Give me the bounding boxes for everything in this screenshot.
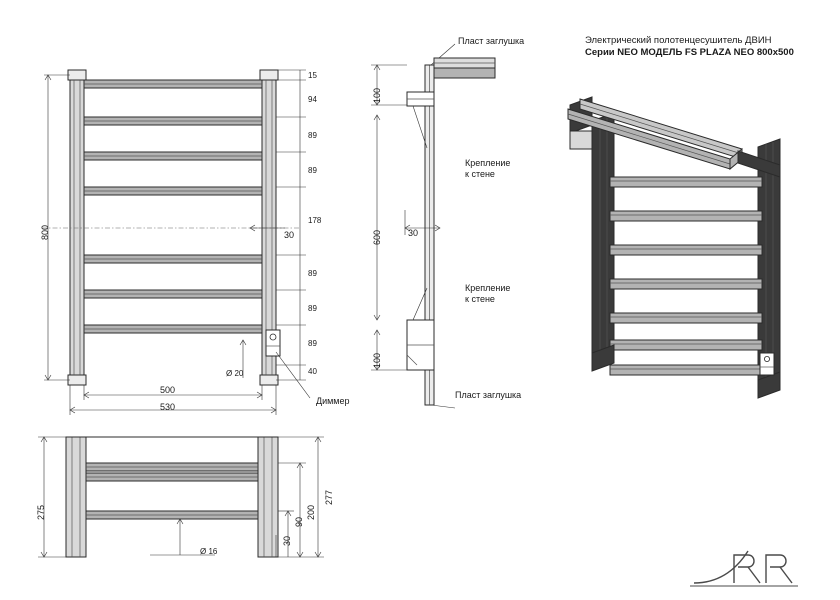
front-view-group (0, 0, 360, 430)
front-seg-89a: 89 (308, 131, 317, 140)
front-seg-15: 15 (308, 71, 317, 80)
front-dim-diameter: Ø 20 (226, 369, 244, 378)
side-bottom-cap-label: Пласт заглушка (455, 390, 522, 400)
top-dim-277: 277 (324, 489, 334, 505)
front-dim-30: 30 (284, 230, 295, 240)
drawing-title-line1: Электрический полотенцесушитель ДВИН (585, 35, 772, 46)
side-dim-100-top: 100 (372, 87, 382, 103)
side-dim-30: 30 (408, 228, 419, 238)
side-dim-600: 600 (372, 229, 382, 245)
top-dim-200: 200 (306, 504, 316, 520)
front-seg-40: 40 (308, 367, 317, 376)
top-dim-275: 275 (36, 504, 46, 520)
dimmer-label: Диммер (316, 396, 350, 406)
front-seg-89c: 89 (308, 269, 317, 278)
top-dim-30: 30 (282, 535, 292, 546)
manufacturer-logo (686, 545, 806, 591)
front-seg-89d: 89 (308, 304, 317, 313)
front-seg-89b: 89 (308, 166, 317, 175)
side-mount-label-top: Крепление к стене (465, 158, 511, 179)
top-dim-90: 90 (294, 516, 304, 527)
side-mount-label-bottom: Крепление к стене (465, 283, 511, 304)
side-top-cap-label: Пласт заглушка (458, 36, 525, 46)
front-dim-500: 500 (160, 385, 176, 395)
front-seg-94: 94 (308, 95, 317, 104)
front-seg-178: 178 (308, 216, 322, 225)
front-seg-89e: 89 (308, 339, 317, 348)
top-dim-diameter: Ø 16 (200, 547, 218, 556)
front-dim-800: 800 (40, 224, 50, 240)
drawing-title-line2: Серии NEO МОДЕЛЬ FS PLAZA NEO 800x500 (585, 47, 794, 58)
side-dim-100-bottom: 100 (372, 352, 382, 368)
front-dim-530: 530 (160, 402, 176, 412)
iso-view-group (540, 85, 820, 415)
